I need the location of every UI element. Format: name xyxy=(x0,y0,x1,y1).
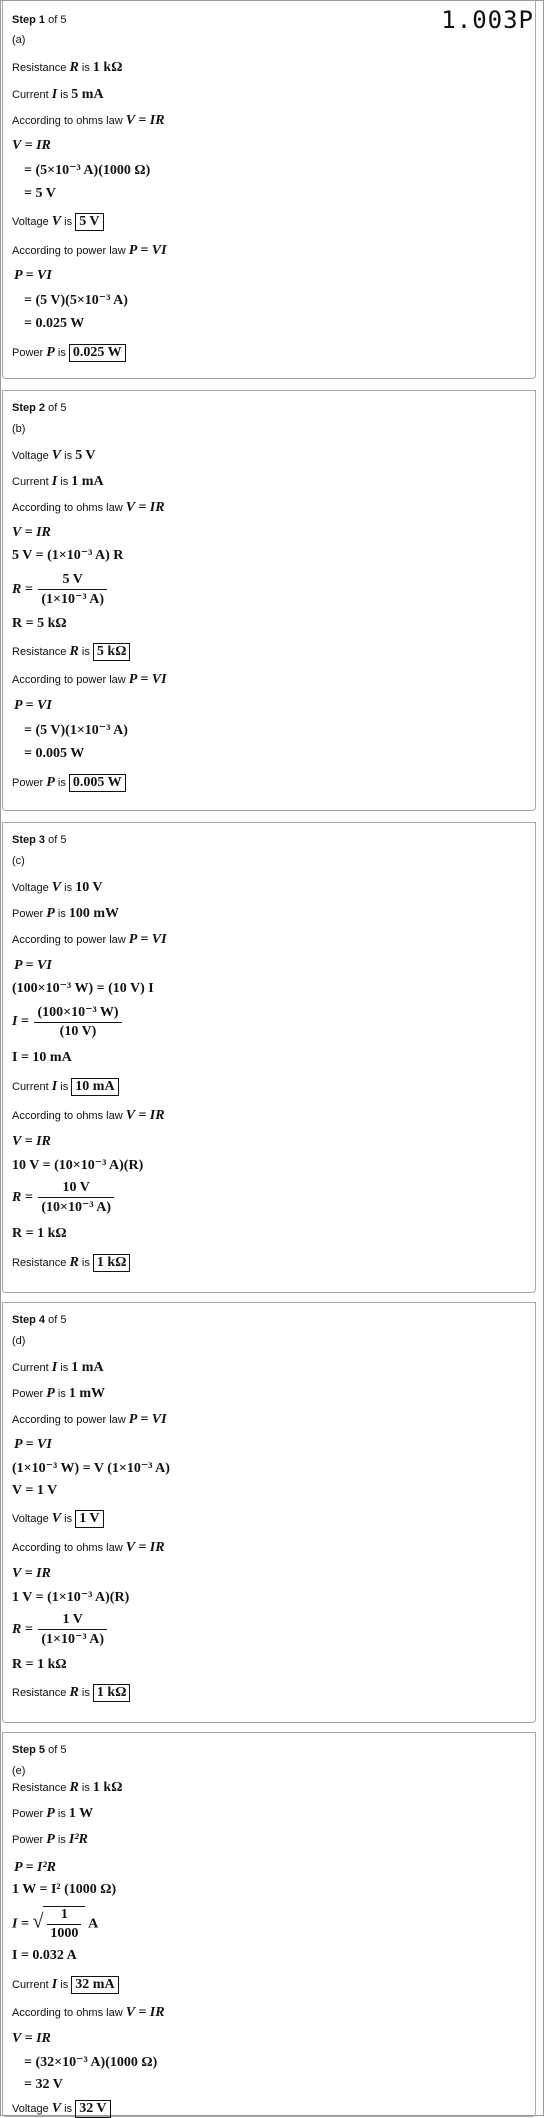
answer-current: Current I is 10 mA xyxy=(12,1078,119,1096)
step-heading: Step 3 of 5 xyxy=(12,834,67,846)
equation-line: (100×10⁻³ W) = (10 V) I xyxy=(12,981,154,996)
equation-line: R = 1 kΩ xyxy=(12,1657,67,1672)
fraction-equation: R = $\frac{5 V}{\text{(1×10⁻³ A)}}$ xyxy=(12,572,109,608)
equation-line: = (5×10⁻³ A)(1000 Ω) xyxy=(24,163,151,178)
answer-box: 1 kΩ xyxy=(93,1254,131,1272)
power-law-line: According to power law P = VI xyxy=(12,932,167,947)
power-law-line: According to power law P = VI xyxy=(12,672,167,687)
given-current: Current I is 1 mA xyxy=(12,474,104,489)
step-heading: Step 5 of 5 xyxy=(12,1744,67,1756)
power-law-line: According to power law P = VI xyxy=(12,243,167,258)
part-label: (b) xyxy=(12,423,26,435)
equation-line: = 32 V xyxy=(24,2077,63,2092)
equation-line: R = 5 kΩ xyxy=(12,616,67,631)
given-current: Current I is 1 mA xyxy=(12,1360,104,1375)
equation-line: V = IR xyxy=(12,1134,51,1149)
ohms-law-line: According to ohms law V = IR xyxy=(12,1108,165,1123)
step-heading: Step 2 of 5 xyxy=(12,402,67,414)
answer-box: 32 mA xyxy=(71,1976,118,1994)
answer-resistance: Resistance R is 5 kΩ xyxy=(12,643,130,661)
equation-line: R = 1 kΩ xyxy=(12,1226,67,1241)
answer-box: 0.025 W xyxy=(69,344,126,362)
equation-line: P = VI xyxy=(14,1437,52,1452)
part-label: (a) xyxy=(12,34,26,46)
answer-resistance: Resistance R is 1 kΩ xyxy=(12,1254,130,1272)
step-heading: Step 4 of 5 xyxy=(12,1314,67,1326)
equation-line: I = 0.032 A xyxy=(12,1948,77,1963)
given-power: Power P is 1 W xyxy=(12,1806,94,1821)
step-heading: Step 1 of 5 xyxy=(12,14,67,26)
equation-line: P = I²R xyxy=(14,1860,56,1875)
fraction-equation: I = $\frac{\text{(100×10⁻³ W)}}{(10 V)}$ xyxy=(12,1004,124,1040)
ohms-law-line: According to ohms law V = IR xyxy=(12,1540,165,1555)
equation-line: = 0.005 W xyxy=(24,746,85,761)
given-power: Power P is 1 mW xyxy=(12,1386,106,1401)
given-resistance: Resistance R is 1 kΩ xyxy=(12,1780,123,1795)
fraction-equation: R = $\frac{10 V}{\text{(10×10⁻³ A)}}$ xyxy=(12,1180,116,1216)
answer-box: 32 V xyxy=(75,2100,110,2118)
part-label: (e) xyxy=(12,1765,26,1777)
answer-box: 0.005 W xyxy=(69,774,126,792)
power-law-line: According to power law P = VI xyxy=(12,1412,167,1427)
ohms-law-line: According to ohms law V = IR xyxy=(12,500,165,515)
answer-box: 10 mA xyxy=(71,1078,118,1096)
given-power: Power P is 100 mW xyxy=(12,906,120,921)
fraction-equation: R = $\frac{1 V}{\text{(1×10⁻³ A)}}$ xyxy=(12,1612,109,1648)
equation-line: P = VI xyxy=(14,698,52,713)
ohms-law-line: According to ohms law V = IR xyxy=(12,2005,165,2020)
answer-box: 5 kΩ xyxy=(93,643,131,661)
equation-line: 1 V = (1×10⁻³ A)(R) xyxy=(12,1590,130,1605)
given-current: Current I is 5 mA xyxy=(12,87,104,102)
answer-voltage: Voltage V is 32 V xyxy=(12,2100,111,2118)
part-label: (d) xyxy=(12,1335,26,1347)
answer-resistance: Resistance R is 1 kΩ xyxy=(12,1684,130,1702)
equation-line: = 0.025 W xyxy=(24,316,85,331)
sqrt-equation: I = √ $\frac{1}{1000}$ A xyxy=(12,1907,99,1941)
equation-line: V = IR xyxy=(12,2031,51,2046)
equation-line: P = VI xyxy=(14,268,52,283)
answer-box: 1 kΩ xyxy=(93,1684,131,1702)
equation-line: P = VI xyxy=(14,958,52,973)
given-voltage: Voltage V is 10 V xyxy=(12,880,103,895)
equation-line: = (5 V)(1×10⁻³ A) xyxy=(24,723,128,738)
ohms-law-line: According to ohms law V = IR xyxy=(12,113,165,128)
answer-box: 5 V xyxy=(75,213,103,231)
equation-line: 10 V = (10×10⁻³ A)(R) xyxy=(12,1158,144,1173)
equation-line: (1×10⁻³ W) = V (1×10⁻³ A) xyxy=(12,1461,170,1476)
equation-line: V = IR xyxy=(12,525,51,540)
answer-power: Power P is 0.025 W xyxy=(12,344,126,362)
answer-box: 1 V xyxy=(75,1510,103,1528)
answer-power: Power P is 0.005 W xyxy=(12,774,126,792)
equation-line: V = IR xyxy=(12,138,51,153)
answer-voltage: Voltage V is 5 V xyxy=(12,213,104,231)
equation-line: V = 1 V xyxy=(12,1483,58,1498)
problem-id: 1.003P xyxy=(441,6,534,34)
equation-line: V = IR xyxy=(12,1566,51,1581)
power-formula-line: Power P is I²R xyxy=(12,1832,88,1847)
equation-line: 5 V = (1×10⁻³ A) R xyxy=(12,548,124,563)
equation-line: 1 W = I² (1000 Ω) xyxy=(12,1882,117,1897)
equation-line: = 5 V xyxy=(24,186,56,201)
equation-line: = (32×10⁻³ A)(1000 Ω) xyxy=(24,2055,158,2070)
answer-voltage: Voltage V is 1 V xyxy=(12,1510,104,1528)
part-label: (c) xyxy=(12,855,25,867)
given-voltage: Voltage V is 5 V xyxy=(12,448,96,463)
equation-line: = (5 V)(5×10⁻³ A) xyxy=(24,293,128,308)
equation-line: I = 10 mA xyxy=(12,1050,72,1065)
answer-current: Current I is 32 mA xyxy=(12,1976,119,1994)
given-resistance: Resistance R is 1 kΩ xyxy=(12,60,123,75)
